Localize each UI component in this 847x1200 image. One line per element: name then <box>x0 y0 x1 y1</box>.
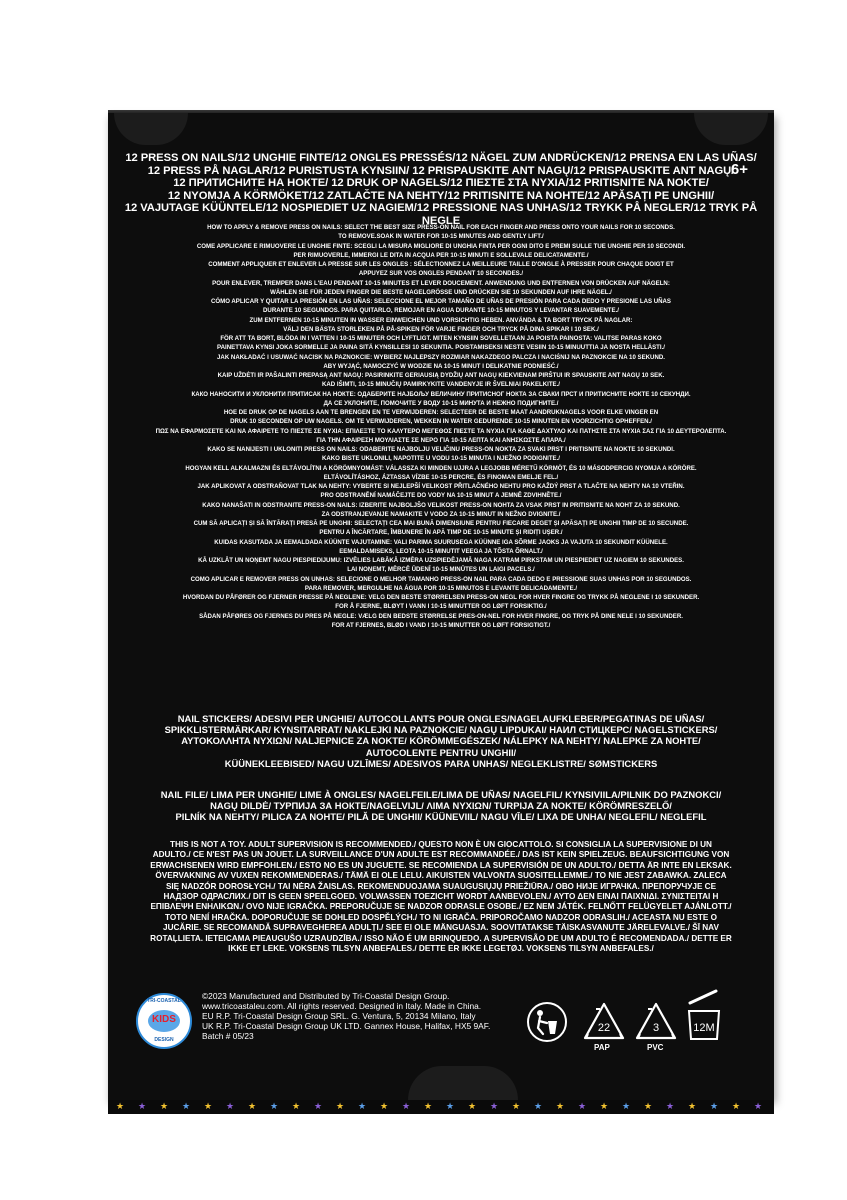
instruction-line: KAKO NANAŠATI IN ODSTRANITE PRESS-ON NAILS: IZBERITE NAJBOLJŠO VELIKOST PRESS-ON NOHTA ZA VSAK PRST IN PRITISNITE NA NOHT ZA 10 SEKUND. <box>202 501 680 509</box>
logo-ring-top: TRI-COASTAL <box>147 998 181 1004</box>
open-jar-pao-icon <box>684 989 724 1043</box>
box-flap-bottom <box>408 1066 518 1100</box>
instruction-line: ELTÁVOLÍTÁSHOZ, ÁZTASSA VÍZBE 10-15 PERCRE, ÉS FINOMAN EMELJE FEL./ <box>323 473 559 481</box>
legal-line: ©2023 Manufactured and Distributed by Tri-Coastal Design Group. <box>202 991 450 1001</box>
age-rating: 6+ <box>730 161 748 178</box>
made-for-kids-logo <box>136 993 192 1049</box>
decorative-star-icon: ★ <box>644 1101 653 1111</box>
decorative-star-icon: ★ <box>314 1101 323 1111</box>
legal-line: www.tricoastaleu.com. All rights reserved. Designed in Italy. Made in China. <box>202 1000 482 1011</box>
instructions-block <box>134 223 748 630</box>
instruction-line: PAINETTAVA KYNSI JOKA SORMELLE JA PAINA SITÄ KYNSILLESI 10 SEKUNTIA. POISTAMISEKSI NESTE VESIIN 10-15 MINUUTTIA JA NOSTA HELLÄSTI./ <box>217 344 665 352</box>
nail-stickers-list <box>136 713 746 769</box>
instruction-line: COME APPLICARE E RIMUOVERE LE UNGHIE FINTE: SCEGLI LA MISURA MIGLIORE DI UNGHIA FINTA PER OGNI DITO E PREMI SULLE TUE UNGHIE PER 10 SECONDI. <box>196 242 686 250</box>
instruction-line: VÄLJ DEN BÄSTA STORLEKEN PÅ PÅ-SPIKEN FÖR VARJE FINGER OCH TRYCK PÅ DINA SPIKAR I 10 SEK./ <box>283 325 599 333</box>
instruction-line: ABY WYJĄĆ, NAMOCZYĆ W WODZIE NA 10-15 MINUT I DELIKATNIE PODNIEŚĆ./ <box>323 362 559 370</box>
decorative-star-icon: ★ <box>248 1101 257 1111</box>
decorative-star-icon: ★ <box>578 1101 587 1111</box>
instruction-line: KAKO SE NANIJESTI I UKLONITI PRESS ON NAILS: ODABERITE NAJBOLJU VELIČINU PRESS-ON NOKTA ZA SVAKI PRST I PRITISNITE NA NOKTE 10 SEKUNDI. <box>207 446 675 453</box>
instruction-line: KAKO BISTE UKLONILI, NAPOTITE U VODU 10-15 MINUTA I NJEŽNO PODIGNITE./ <box>321 455 560 463</box>
pvc-label: PVC <box>647 1043 664 1052</box>
instruction-line: JAK APLIKOVAT A ODSTRAŇOVAT TLAK NA NEHTY: VYBERTE SI NEJLEPŠÍ VELIKOST PŘITLAČNÉHO NEHTU PRO KAŽDÝ PRST A TLAČTE NA NEHTY NA 10 VTEŘIN. <box>197 483 685 490</box>
decorative-star-icon: ★ <box>116 1101 125 1111</box>
warning-line: IKKE ET LEKE. VOKSENS TILSYN ANBEFALES./ DETTE ER IKKE LEGETØJ. VOKSENS TILSYN ANBEFALES./ <box>228 944 654 954</box>
instruction-line: КАКО НАНОСИТИ И УКЛОНИТИ ПРИТИСАК НА НОКТЕ: ОДАБЕРИТЕ НАЈБОЉУ ВЕЛИЧИНУ ПРИТИСНОГ НОКТА ЗА СВАКИ ПРСТ И ПРИТИСНИТЕ НОКТЕ 10 СЕКУНДИ. <box>191 390 691 398</box>
instruction-line: JAK NAKŁADAĆ I USUWAĆ NACISK NA PAZNOKCIE: WYBIERZ NAJLEPSZY ROZMIAR NAKAZDEGO PALCZA I NACIŚNIJ NA PAZNOKCIE NA 10 SEKUND. <box>217 353 665 361</box>
instruction-line: ΓΙΑ ΤΗΝ ΑΦΑΙΡΕΣΗ ΜΟΥΛΙΑΣΤΕ ΣΕ ΝΕΡΟ ΓΙΑ 10-15 ΛΕΠΤΑ ΚΑΙ ΑΝΗΣΚΩΣΤΕ ΑΠΑΡΑ./ <box>316 436 566 444</box>
instruction-line: COMO APLICAR E REMOVER PRESS ON UNHAS: SELECIONE O MELHOR TAMANHO PRESS-ON NAIL PARA CADA DEDO E PRESSIONE SUAS UNHAS POR 10 SEGUNDOS. <box>190 575 692 583</box>
nailfile-line: NAIL FILE/ LIMA PER UNGHIE/ LIME À ONGLES/ NAGELFEILE/LIMA DE UÑAS/ NAGELFIL/ KYNSIVIILA/PILNIK DO PAZNOKCI/ <box>160 789 722 800</box>
decorative-star-icon: ★ <box>358 1101 367 1111</box>
title-line: 12 ПРИТИСНИТЕ НА НОКТЕ/ 12 DRUK OP NAGELS/12 ΠΙΕΣΤΕ ΣΤΑ ΝΥΧΙΑ/12 PRITISNITE NA NOKTE/ <box>173 177 709 190</box>
instruction-line: DRUK 10 SECONDEN OP UW NAGELS. OM TE VERWIJDEREN, WEKKEN IN WATER GEDURENDE 10-15 MINUTEN EN VOORZICHTIG OPHEFFEN./ <box>230 418 652 426</box>
title-line: 12 PRESS PÅ NAGLAR/12 PURISTUSTA KYNSIIN/ 12 PRISPAUSKITE ANT NAGŲ/12 PRISPAUSKITE ANT NAGŲ/ <box>147 164 735 177</box>
legal-info <box>202 992 522 1042</box>
instruction-line: PARA REMOVER, MERGULHE NA ÁGUA POR 10-15 MINUTOS E LEVANTE DELICADAMENTE./ <box>304 584 578 592</box>
legal-line: EU R.P. Tri-Coastal Design Group SRL. G. Ventura, 5, 20134 Milano, Italy <box>202 1010 476 1021</box>
warning-line: JUCĂRIE. SE RECOMANDĂ SUPRAVEGHEREA ADULȚI./ SEE EI OLE MÄNGUASJA. SOOVITATAKSE TÄISKASVANUTE JÄRELEVALVE./ ŠĪ NAV <box>163 923 719 933</box>
instruction-line: ΠΩΣ ΝΑ ΕΦΑΡΜΟΣΕΤΕ ΚΑΙ ΝΑ ΑΦΑΙΡΕΤΕ ΤΟ ΠΙΕΣΤΕ ΣΕ ΝΥΧΙΑ: ΕΠΙΛΕΞΤΕ ΤΟ ΚΑΛΥΤΕΡΟ ΜΕΓΕΘΟΣ ΠΙΕΣΤΕ ΤΑ ΝΥΧΙΑ ΓΙΑ ΚΑΘΕ ΔΑΧΤΥΛΟ ΚΑΙ ΠΑΤΗΣΤΕ ΣΤΑ ΝΥΧΙΑ ΣΑΣ ΓΙΑ 10 ΔΕΥΤΕΡΟΛΕΠΤΑ. <box>155 427 727 435</box>
instruction-line: HVORDAN DU PÅFØRER OG FJERNER PRESSE PÅ NEGLENE: VELG DEN BESTE STØRRELSEN PRESS-ON NEGL FOR HVER FINGRE OG TRYKK PÅ NEGLENE I 10 SEKUNDER. <box>182 594 700 601</box>
tidyman-recycle-icon <box>526 1001 568 1043</box>
decorative-star-icon: ★ <box>754 1101 763 1111</box>
instruction-line: ZUM ENTFERNEN 10-15 MINUTEN IN WASSER EINWEICHEN UND VORSICHTIG HEBEN. ANVÄNDA & TA BORT TRYCK PÅ NAGLAR: <box>249 316 633 324</box>
product-box-back <box>108 113 774 1111</box>
stickers-line: NAIL STICKERS/ ADESIVI PER UNGHIE/ AUTOCOLLANTS POUR ONGLES/NAGELAUFKLEBER/PEGATINAS DE UÑAS/ <box>177 713 705 724</box>
pap-label: PAP <box>594 1043 610 1052</box>
logo-brand: KIDS <box>152 1014 176 1025</box>
instruction-line: SÅDAN PÅFØRES OG FJERNES DU PRES PÅ NEGLE: VÆLG DEN BEDSTE STØRRELSE PRES-ON-NEL FOR HVER FINGRE, OG TRYK PÅ DINE NELE I 10 SEKUNDER. <box>199 612 683 620</box>
title-line: 12 PRESS ON NAILS/12 UNGHIE FINTE/12 ONGLES PRESSÉS/12 NÄGEL ZUM ANDRÜCKEN/12 PRENSA EN LAS UÑAS/ <box>125 152 757 164</box>
instruction-line: HOW TO APPLY & REMOVE PRESS ON NAILS: SELECT THE BEST SIZE PRESS-ON NAIL FOR EACH FINGER AND PRESS ONTO YOUR NAILS FOR 10 SECONDS. <box>207 224 675 231</box>
stickers-line: KÜÜNEKLEEBISED/ NAGU UZLĪMES/ ADESIVOS PARA UNHAS/ NEGLEKLISTRE/ SØMSTICKERS <box>224 757 658 769</box>
decorative-star-icon: ★ <box>468 1101 477 1111</box>
instruction-line: DURANTE 10 SEGUNDOS. PARA QUITARLO, REMOJAR EN AGUA DURANTE 10-15 MINUTOS Y LEVANTAR SUAVEMENTE./ <box>263 307 619 315</box>
decorative-star-icon: ★ <box>666 1101 675 1111</box>
decorative-star-icon: ★ <box>380 1101 389 1111</box>
stickers-line: SPIKKLISTERMÄRKAR/ KYNSITARRAT/ NAKLEJKI NA PAZNOKCIE/ NAGŲ LIPDUKAI/ НАИЛ СТИЦКЕРС/ NAGELSTICKERS/ <box>164 724 718 736</box>
instruction-line: POUR ENLEVER, TREMPER DANS L'EAU PENDANT 10-15 MINUTES ET LEVER DOUCEMENT. ANWENDUNG UND ENTFERNEN VON DRÜCKEN AUF NÄGELN: <box>212 279 670 287</box>
warning-line: ROTAĻLIETA. IETEICAMA PIEAUGUŠO UZRAUDZĪBA./ ISSO NÃO É UM BRINQUEDO. A SUPERVISÃO DE UM ADULTO É RECOMENDADA./ DETTE ER <box>150 933 732 943</box>
instruction-line: CUM SĂ APLICAȚI ȘI SĂ ÎNTĂRAȚI PRESĂ PE UNGHII: SELECTAȚI CEA MAI BUNĂ DIMENSIUNE PENTRU FIECARE DEGET ȘI APĂSAȚI PE UNGHII TIMP DE 10 SECUNDE. <box>193 520 689 527</box>
decorative-star-icon: ★ <box>336 1101 345 1111</box>
instruction-line: HOGYAN KELL ALKALMAZNI ÉS ELTÁVOLÍTNI A KÖRÖMNYOMÁST: VÁLASSZA KI MINDEN UJJRA A LEGJOBB MÉRETŰ KÖRMÖT, ÉS 10 MÁSODPERCIG NYOMJA A KÖRÖRE. <box>185 464 697 472</box>
recycle-pvc-icon <box>634 1001 678 1043</box>
nailfile-line: PILNÍK NA NEHTY/ PILICA ZA NOHTE/ PILĂ DE UNGHII/ KÜÜNEVIIL/ NAGU VĪLE/ LIXA DE UNHA/ NEGLEFIL/ NEGLEFIL <box>175 811 707 823</box>
instruction-line: FOR AT FJERNES, BLØD I VAND I 10-15 MINUTTER OG LØFT FORSIGTIGT./ <box>331 621 551 629</box>
instruction-line: CÓMO APLICAR Y QUITAR LA PRESIÓN EN LAS UÑAS: SELECCIONE EL MEJOR TAMAÑO DE UÑAS DE PRESIÓN PARA CADA DEDO Y PRESIONE LAS UÑAS <box>210 298 671 305</box>
instruction-line: KAIP UŽDĖTI IR PAŠALINTI PREPASĄ ANT NAGŲ: PASIRINKITE GERIAUSIĄ DYDŽIŲ ANT NAGŲ KIEKVIENAM PIRŠTUI IR SPAUSKITE ANT NAGŲ 10 SEK. <box>217 372 665 379</box>
pvc-number: 3 <box>652 1022 660 1034</box>
decorative-star-icon: ★ <box>402 1101 411 1111</box>
logo-ring-bottom: DESIGN <box>154 1037 174 1043</box>
instruction-line: COMMENT APPLIQUER ET ENLEVER LA PRESSE SUR LES ONGLES : SÉLECTIONNEZ LA MEILLEURE TAILLE D'ONGLE À PRESSER POUR CHAQUE DOIGT ET <box>208 261 674 268</box>
instruction-line: LAI NOŅEMT, MĒRCĒ ŪDENĪ 10-15 MINŪTES UN LAIGI PACELS./ <box>347 566 535 574</box>
decorative-star-icon: ★ <box>600 1101 609 1111</box>
stickers-line: ΑΥΤΟΚΟΛΛΗΤΑ ΝΥΧΙΩΝ/ NALJEPNICE ZA NOKTE/ KÖRÖMMEGÉSZEK/ NÁLEPKY NA NEHTY/ NALEPKE ZA NOHTE/ <box>181 735 701 747</box>
warning-line: SIĘ NADZÓR DOROSŁYCH./ TAI NĖRA ŽAISLAS. REKOMENDUOJAMA SUAUGUSIŲJŲ PRIEŽIŪRA./ ОВО НИЈЕ ИГРАЧКА. ПРЕПОРУЧУЈЕ СЕ <box>165 881 717 891</box>
product-title-multilingual <box>108 152 774 228</box>
decorative-star-icon: ★ <box>138 1101 147 1111</box>
instruction-line: PER RIMUOVERLE, IMMERGI LE DITA IN ACQUA PER 10-15 MINUTI E SOLLEVALE DELICATAMENTE./ <box>293 251 589 259</box>
decorative-star-icon: ★ <box>710 1101 719 1111</box>
instruction-line: FOR Å FJERNE, BLØYT I VANN I 10-15 MINUTTER OG LØFT FORSIKTIG./ <box>335 603 547 611</box>
warning-line: ADULTO./ CE N'EST PAS UN JOUET. LA SURVEILLANCE D'UN ADULTE EST RECOMMANDÉE./ DAS IST KEIN SPIELZEUG. BEAUFSICHTIGUNG VON <box>152 850 730 860</box>
warning-line: ΕΠΙΒΛΕΨΗ ΕΝΗΛΙΚΩΝ./ OVO NIJE IGRAČKA. PREPORUČUJE SE NADZOR ODRASLE OSOBE./ EZ NEM JÁTÉK. FELNŐTT FELÜGYELET AJÁNLOTT./ <box>150 902 732 912</box>
warning-line: ERWACHSENEN WIRD EMPFOHLEN./ ESTO NO ES UN JUGUETE. SE RECOMIENDA LA SUPERVISIÓN DE UN ADULTO./ DETTA ÄR INTE EN LEKSAK. <box>150 860 732 870</box>
instruction-line: WÄHLEN SIE FÜR JEDEN FINGER DIE BESTE NAGELGRÖSSE UND DRÜCKEN SIE 10 SEKUNDEN AUF IHRE NÄGEL./ <box>270 288 612 296</box>
nailfile-line: NAGŲ DILDĖ/ ТУРПИЈА ЗА НОКТЕ/NAGELVIJL/ ΛΙΜΑ ΝΥΧΙΩΝ/ TURPIJA ZA NOKTE/ KÖRÖMRESZELŐ/ <box>210 800 672 812</box>
recycle-pap-icon <box>582 1001 626 1043</box>
decorative-star-icon: ★ <box>160 1101 169 1111</box>
instruction-line: PENTRU A ÎNCĂRTARE, ÎMBUNERE ÎN APĂ TIMP DE 10-15 MINUTE ȘI RIDIȚI UȘER./ <box>319 529 563 537</box>
decorative-star-icon: ★ <box>534 1101 543 1111</box>
title-line: 12 VAJUTAGE KÜÜNTELE/12 NOSPIEDIET UZ NAGIEM/12 PRESSIONE NAS UNHAS/12 TRYKK PÅ NEGLER/12 TRYK PÅ NEGLE <box>124 202 758 227</box>
pap-number: 22 <box>597 1022 611 1034</box>
star-pattern-strip <box>108 1100 774 1114</box>
decorative-star-icon: ★ <box>226 1101 235 1111</box>
decorative-star-icon: ★ <box>622 1101 631 1111</box>
decorative-star-icon: ★ <box>270 1101 279 1111</box>
decorative-star-icon: ★ <box>512 1101 521 1111</box>
decorative-star-icon: ★ <box>732 1101 741 1111</box>
box-flap-left <box>114 113 188 145</box>
decorative-star-icon: ★ <box>490 1101 499 1111</box>
box-flap-right <box>694 113 768 145</box>
decorative-star-icon: ★ <box>204 1101 213 1111</box>
stickers-line: AUTOCOLENTE PENTRU UNGHII/ <box>365 746 517 758</box>
nail-file-list <box>136 789 746 823</box>
warning-line: TOTO NENÍ HRAČKA. DOPORUČUJE SE DOHLED DOSPĚLÝCH./ TO NI IGRAČA. PRIPOROČAMO NADZOR ODRASLIH./ ACEASTA NU ESTE O <box>165 912 717 922</box>
decorative-star-icon: ★ <box>556 1101 565 1111</box>
instruction-line: FÖR ATT TA BORT, BLÖDA IN I VATTEN I 10-15 MINUTER OCH LYFTLIGT. MITEN KYNSIIN SOVELLETAAN JA POISTA PAINOSTA: VALITSE PARAS KOKO <box>220 335 662 342</box>
instruction-line: TO REMOVE.SOAK IN WATER FOR 10-15 MINUTES AND GENTLY LIFT./ <box>338 233 544 241</box>
instruction-line: ZA ODSTRANJEVANJE NAMAKITE V VODO ZA 10-15 MINUT IN NEŽNO DVIGNITE./ <box>321 510 561 518</box>
decorative-star-icon: ★ <box>424 1101 433 1111</box>
safety-warning <box>136 840 746 954</box>
legal-line: Batch # 05/23 <box>202 1030 254 1041</box>
warning-line: ÖVERVAKNING AV VUXEN REKOMMENDERAS./ TÄMÄ EI OLE LELU. AIKUISTEN VALVONTA SUOSITELLEMME./ TO NIE JEST ZABAWKA. ZALECA <box>155 871 727 881</box>
decorative-star-icon: ★ <box>688 1101 697 1111</box>
instruction-line: KAD IŠIMTI, 10-15 MINUČIŲ PAMIRKYKITE VANDENYJE IR ŠVELNIAI PAKELKITE./ <box>321 381 561 389</box>
pao-label: 12M <box>693 1022 715 1034</box>
decorative-star-icon: ★ <box>292 1101 301 1111</box>
warning-line: THIS IS NOT A TOY. ADULT SUPERVISION IS RECOMMENDED./ QUESTO NON È UN GIOCATTOLO. SI CONSIGLIA LA SUPERVISIONE DI UN <box>170 840 712 849</box>
decorative-star-icon: ★ <box>446 1101 455 1111</box>
legal-line: UK R.P. Tri-Coastal Design Group UK LTD. Gannex House, Halifax, HX5 9AF. <box>202 1020 491 1031</box>
instruction-line: EEMALDAMISEKS, LEOTA 10-15 MINUTIT VEEGA JA TÕSTA ÕRNALT./ <box>339 547 543 555</box>
decorative-star-icon: ★ <box>182 1101 191 1111</box>
instruction-line: KUIDAS KASUTADA JA EEMALDADA KÜÜNTE VAJUTAMINE: VALI PARIMA SUURUSEGA KÜÜNNE IGA SÕRME JAOKS JA VAJUTA 10 SEKUNDIT KÜÜNELE. <box>214 538 668 546</box>
instruction-line: KĀ UZKLĀT UN NOŅEMT NAGU PIESPIEDIJUMU: IZVĒLIES LABĀKĀ IZMĒRA UZSPIEDĒJAMĀ NAGA KATRAM PIRKSTAM UN PIESPIEDIET UZ NAGIEM 10 SEKUNDES. <box>198 557 684 564</box>
warning-line: НАДЗОР ОДРАСЛИХ./ DIT IS GEEN SPEELGOED. VOLWASSEN TOEZICHT WORDT AANBEVOLEN./ ΑΥΤΟ ΔΕΝ ΕΙΝΑΙ ΠΑΙΧΝΙΔΙ. ΣΥΝΙΣΤΕΙΤΑΙ Η <box>163 892 719 902</box>
instruction-line: APPUYEZ SUR VOS ONGLES PENDANT 10 SECONDES./ <box>358 270 524 278</box>
title-line: 12 NYOMJA A KÖRMÖKET/12 ZATLAČTE NA NEHTY/12 PRITISNITE NA NOHTE/12 APĂSAȚI PE UNGHII/ <box>167 189 715 202</box>
instruction-line: HOE DE DRUK OP DE NAGELS AAN TE BRENGEN EN TE VERWIJDEREN: SELECTEER DE BESTE MAAT AANDRUKNAGELS VOOR ELKE VINGER EN <box>223 409 659 416</box>
instruction-line: ДА СЕ УКЛОНИТЕ, ПОМОЧИТЕ У ВОДУ 10-15 МИНУТА И НЕЖНО ПОДИГНИТЕ./ <box>323 399 559 407</box>
instruction-line: PRO ODSTRANĚNÍ NAMÁČEJTE DO VODY NA 10-15 MINUT A JEMNĚ ZDVIHNĚTE./ <box>320 492 562 500</box>
